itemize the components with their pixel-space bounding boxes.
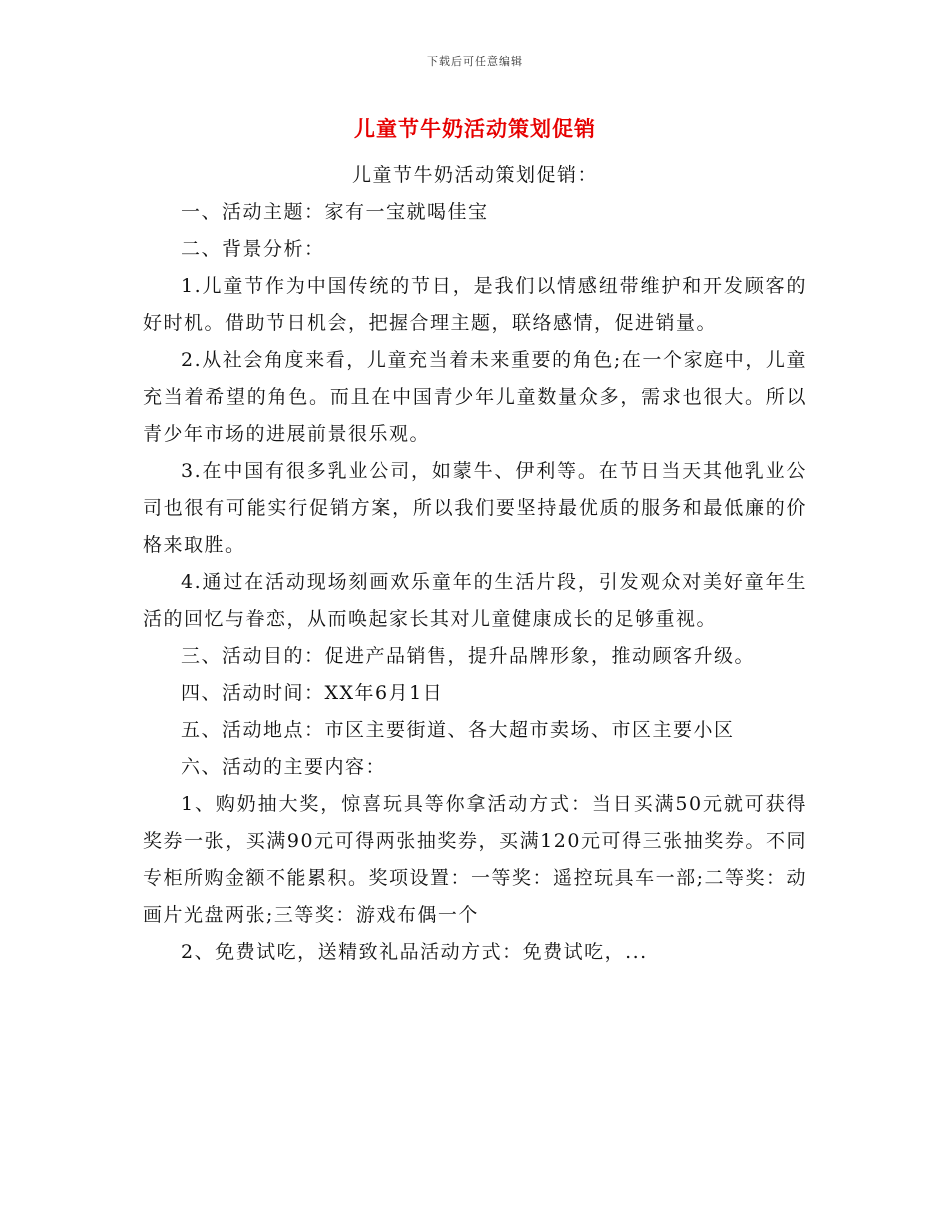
background-point-2: 2.从社会角度来看，儿童充当着未来重要的角色;在一个家庭中，儿童充当着希望的角色。而且在中国青少年儿童数量众多，需求也很大。所以青少年市场的进展前景很乐观。 — [143, 349, 807, 445]
background-point-1: 1.儿童节作为中国传统的节日，是我们以情感纽带维护和开发顾客的好时机。借助节日机会，把握合理主题，联络感情，促进销量。 — [143, 275, 807, 334]
content-item-2: 2、免费试吃，送精致礼品活动方式：免费试吃，... — [181, 941, 648, 963]
section-content-heading: 六、活动的主要内容： — [181, 756, 387, 778]
header-note: 下载后可任意编辑 — [427, 55, 523, 68]
content-item-1: 1、购奶抽大奖，惊喜玩具等你拿活动方式：当日买满50元就可获得奖券一张，买满90元可得两张抽奖券，买满120元可得三张抽奖券。不同专柜所购金额不能累积。奖项设置：一等奖：遥控玩具车一部;二等奖：动画片光盘两张;三等奖：游戏布偶一个 — [143, 793, 807, 926]
background-point-4: 4.通过在活动现场刻画欢乐童年的生活片段，引发观众对美好童年生活的回忆与眷恋，从而唤起家长其对儿童健康成长的足够重视。 — [143, 571, 807, 630]
background-point-3: 3.在中国有很多乳业公司，如蒙牛、伊利等。在节日当天其他乳业公司也很有可能实行促销方案，所以我们要坚持最优质的服务和最低廉的价格来取胜。 — [143, 460, 807, 556]
section-location: 五、活动地点：市区主要街道、各大超市卖场、市区主要小区 — [181, 719, 735, 741]
section-purpose: 三、活动目的：促进产品销售，提升品牌形象，推动顾客升级。 — [181, 645, 756, 667]
document-title: 儿童节牛奶活动策划促销 — [354, 117, 596, 141]
document-body — [143, 157, 807, 971]
intro-line: 儿童节牛奶活动策划促销： — [351, 164, 598, 186]
section-theme: 一、活动主题：家有一宝就喝佳宝 — [181, 201, 489, 223]
section-time: 四、活动时间：XX年6月1日 — [181, 682, 444, 704]
section-background-heading: 二、背景分析： — [181, 238, 325, 260]
